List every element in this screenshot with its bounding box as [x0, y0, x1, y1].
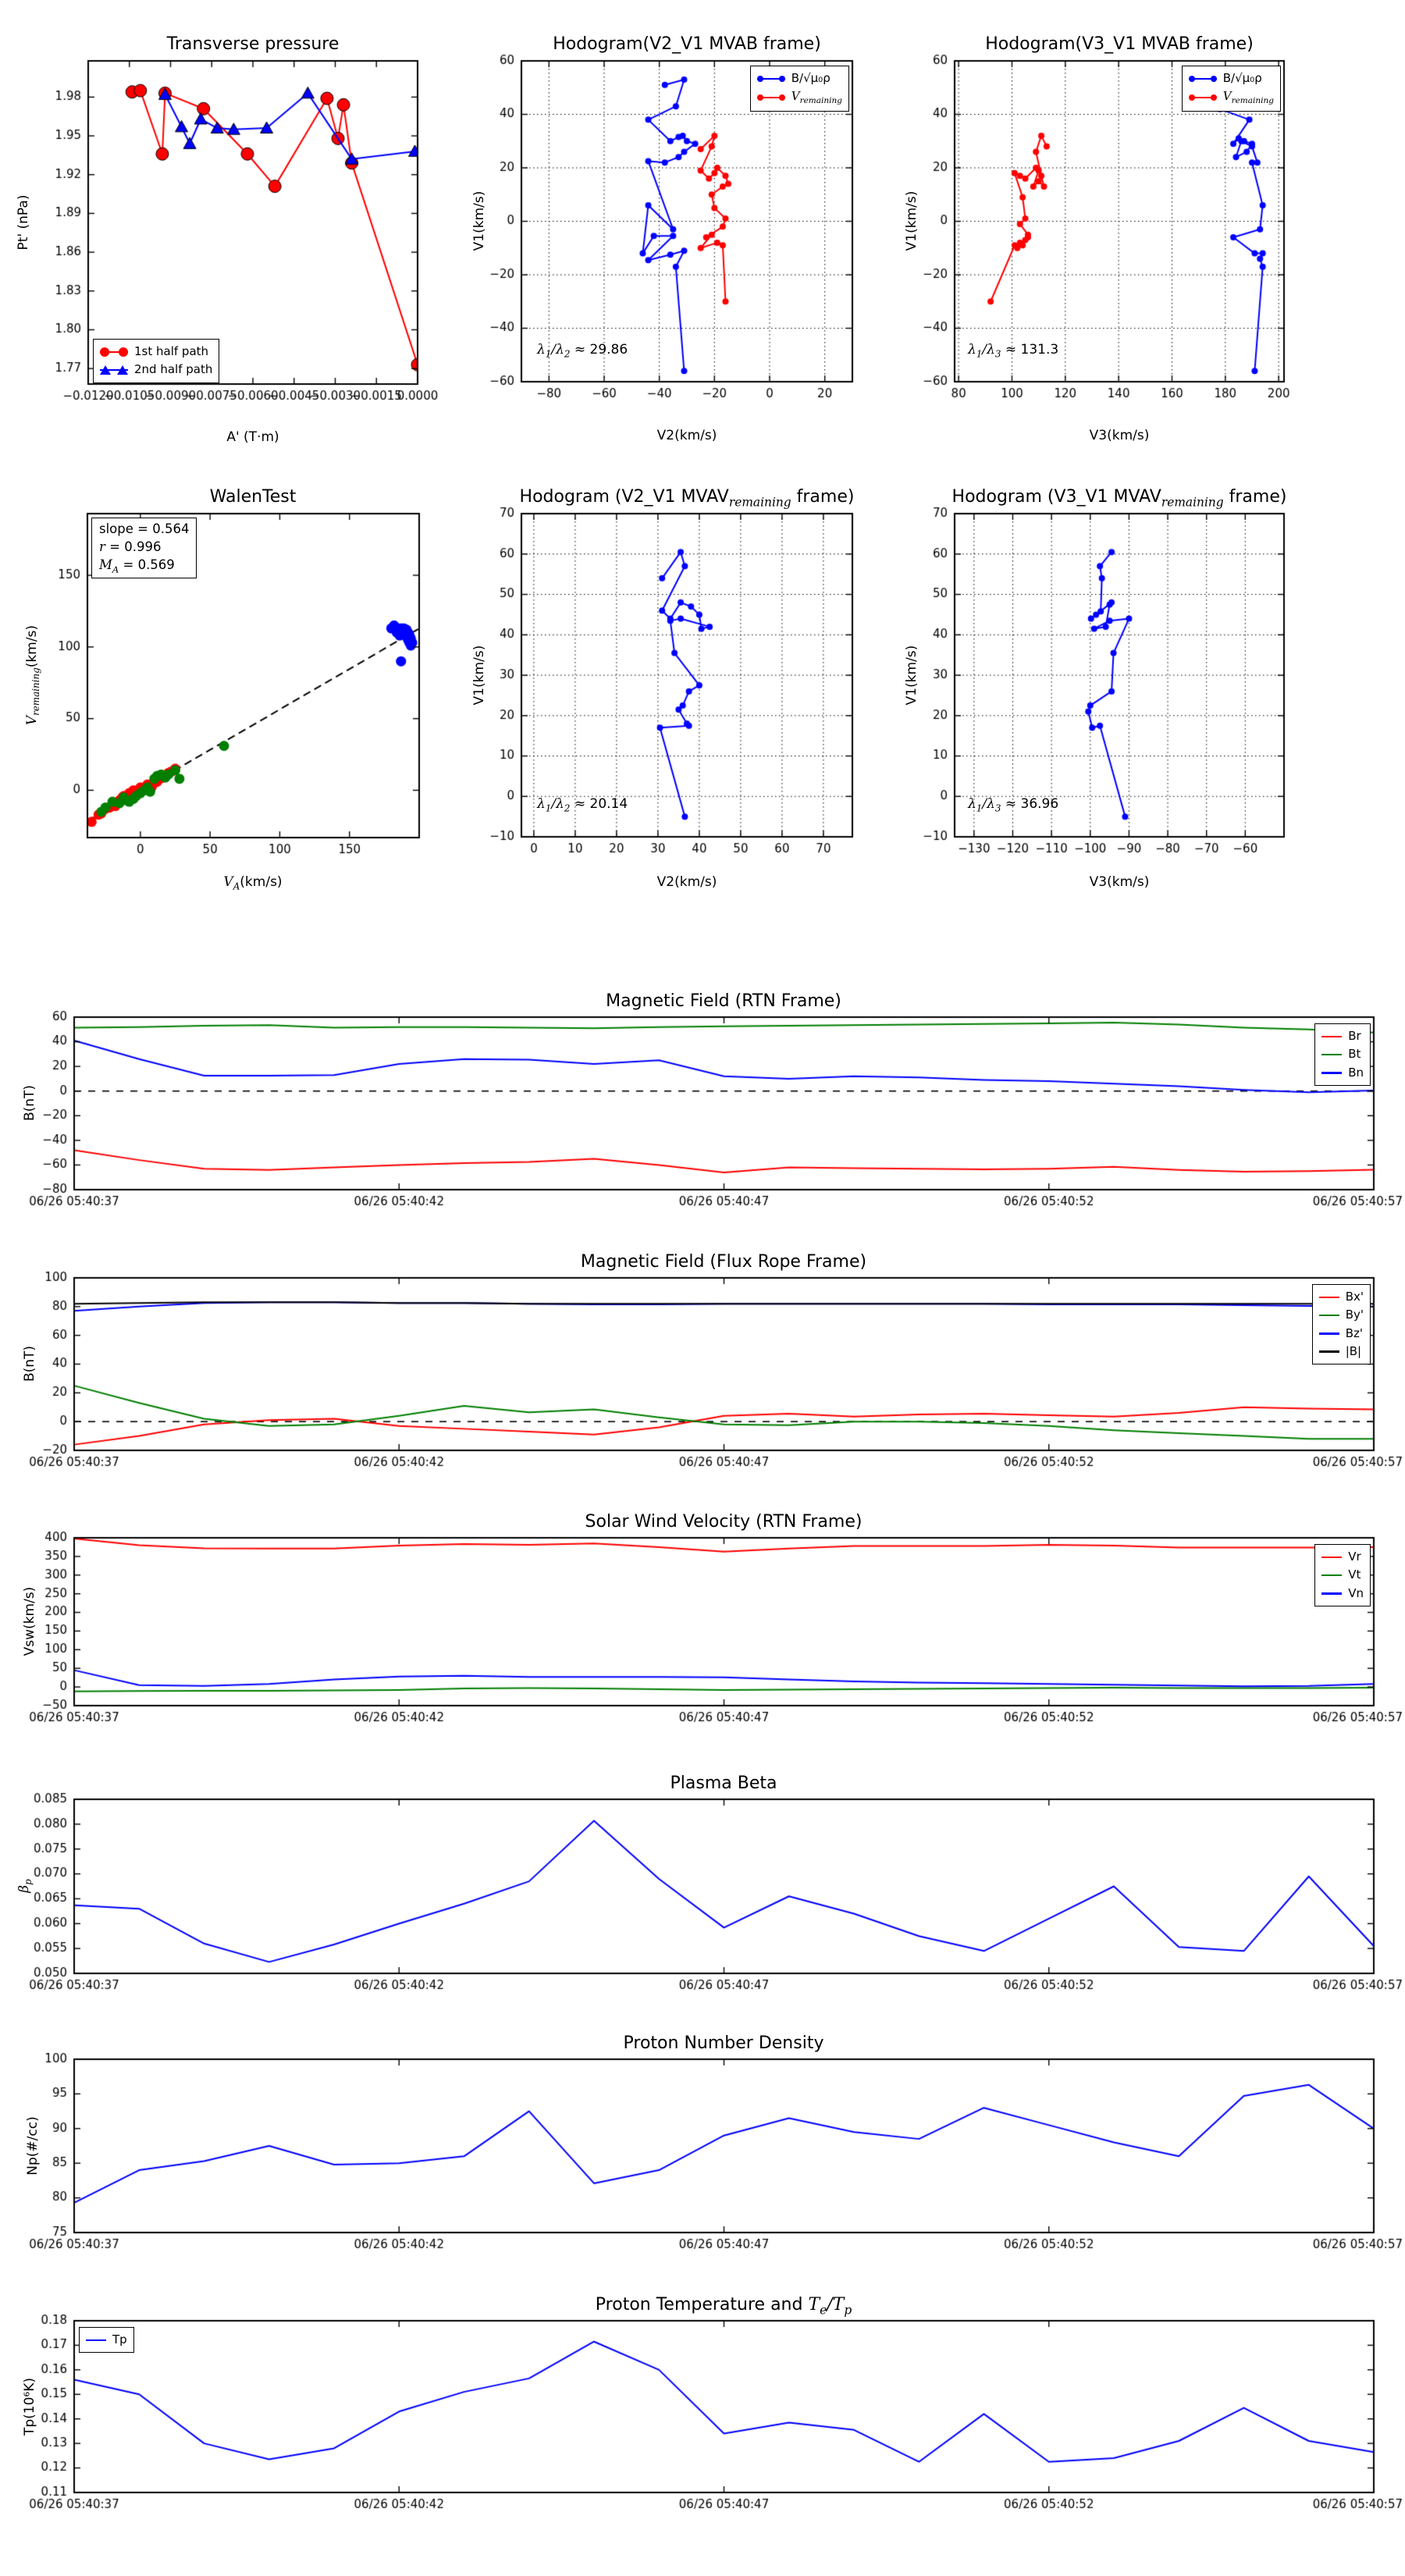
legend-b-rtn: [1314, 1023, 1371, 1086]
green-line-handle-icon: [1321, 1570, 1342, 1581]
xlabel-transverse-pressure: A' (T·m): [226, 429, 279, 445]
legend-item: [1321, 1548, 1364, 1566]
legend-item-label: 1st half path: [134, 344, 209, 358]
legend-item: [1321, 1045, 1364, 1063]
legend-item: [1321, 1566, 1364, 1584]
lambda-ratio-annotation-mvav-v3: $\lambda_1/\lambda_3 \approx 36.96$: [968, 796, 1059, 814]
red-line-handle-icon: [1319, 1292, 1339, 1303]
blue-line-handle-icon: [1319, 1328, 1339, 1339]
legend-item: [1321, 1027, 1364, 1045]
legend-item: [1319, 1325, 1364, 1343]
legend-item-label: |B|: [1345, 1343, 1362, 1358]
panel-title-proton-density: Proton Number Density: [623, 2033, 824, 2053]
ylabel-walen-test: $V_{remaining}(km/s)$: [23, 624, 42, 726]
red-dot-line-handle-icon: [757, 92, 785, 103]
panel-title-transverse-pressure: Transverse pressure: [166, 34, 340, 54]
blue-line-handle-icon: [1321, 1588, 1342, 1599]
legend-item-label: Bx': [1345, 1290, 1364, 1304]
black-line-handle-icon: [1319, 1346, 1339, 1357]
walen-r-value: r = 0.996: [99, 539, 162, 555]
legend-item: [1319, 1306, 1364, 1324]
lambda-ratio-annotation-mvab-v3: $\lambda_1/\lambda_3 \approx 131.3$: [968, 342, 1059, 360]
legend-item-label: B/√μ₀ρ: [791, 71, 831, 85]
walen-stats-box: [91, 518, 197, 578]
ylabel-hodogram-v3v1-mvab: V1(km/s): [904, 190, 919, 251]
panel-title-b-flux-rope: Magnetic Field (Flux Rope Frame): [580, 1252, 867, 1272]
legend-transverse-pressure: [93, 339, 219, 383]
legend-item-label: B/√μ₀ρ: [1222, 71, 1262, 85]
blue-line-handle-icon: [86, 2335, 106, 2346]
legend-item-label: Vt: [1348, 1567, 1361, 1582]
ylabel-proton-temperature: Tp(10⁶K): [22, 2377, 37, 2436]
panel-title-plasma-beta: Plasma Beta: [670, 1774, 777, 1793]
legend-solar-wind-velocity: [1314, 1544, 1371, 1606]
ylabel-proton-density: Np(#/cc): [25, 2116, 41, 2176]
blue-line-handle-icon: [1321, 1067, 1342, 1078]
lambda-ratio-annotation-mvab-v2: $\lambda_1/\lambda_2 \approx 29.86$: [537, 342, 628, 360]
xlabel-hodogram-v3v1-mvav: V3(km/s): [1089, 874, 1150, 890]
legend-b-flux-rope: [1312, 1284, 1371, 1364]
panel-title-proton-temperature: Proton Temperature and $T_e/T_p$: [595, 2295, 852, 2318]
panel-title-hodogram-v3v1-mvab: Hodogram(V3_V1 MVAB frame): [985, 34, 1254, 54]
legend-item: [1189, 69, 1274, 87]
legend-hodogram-v3v1-mvab: [1182, 66, 1281, 112]
legend-item-label: Br: [1348, 1029, 1361, 1043]
xlabel-hodogram-v2v1-mvab: V2(km/s): [656, 428, 717, 443]
legend-item: [757, 69, 842, 87]
blue-dot-line-handle-icon: [757, 73, 785, 84]
legend-item-label: Vn: [1348, 1585, 1364, 1600]
blue-dot-line-handle-icon: [1189, 73, 1217, 84]
legend-item: [1321, 1064, 1364, 1082]
legend-item-label: Bn: [1348, 1065, 1364, 1080]
legend-item-label: Vr: [1348, 1550, 1361, 1564]
legend-hodogram-v2v1-mvab: [750, 66, 849, 112]
legend-item: [1319, 1343, 1364, 1361]
legend-item: [1319, 1288, 1364, 1306]
legend-item: [86, 2331, 127, 2349]
ylabel-plasma-beta: $\beta_p$: [16, 1879, 34, 1893]
xlabel-hodogram-v2v1-mvav: V2(km/s): [656, 874, 717, 890]
ylabel-b-rtn: B(nT): [22, 1084, 37, 1122]
walen-slope-value: slope = 0.564: [99, 521, 190, 536]
legend-item: [100, 343, 212, 361]
red-circle-line-handle-icon: [100, 347, 128, 358]
legend-item: [100, 361, 212, 379]
legend-item-label: Tp: [112, 2332, 127, 2347]
ylabel-b-flux-rope: B(nT): [22, 1345, 37, 1382]
panel-title-walen-test: WalenTest: [209, 487, 297, 507]
red-line-handle-icon: [1321, 1031, 1342, 1042]
xlabel-walen-test: $V_A(km/s)$: [223, 874, 283, 892]
panel-title-hodogram-v2v1-mvab: Hodogram(V2_V1 MVAB frame): [553, 34, 821, 54]
blue-triangle-line-handle-icon: [100, 365, 128, 375]
red-line-handle-icon: [1321, 1552, 1342, 1563]
legend-proton-temperature: [79, 2327, 134, 2353]
ylabel-transverse-pressure: Pt' (nPa): [16, 194, 31, 251]
legend-item-label: By': [1345, 1308, 1364, 1322]
legend-item-label: 2nd half path: [134, 362, 213, 377]
ylabel-solar-wind-velocity: Vsw(km/s): [22, 1586, 37, 1656]
ylabel-hodogram-v3v1-mvav: V1(km/s): [904, 645, 919, 706]
panel-title-b-rtn: Magnetic Field (RTN Frame): [606, 991, 841, 1011]
red-dot-line-handle-icon: [1189, 92, 1217, 103]
green-line-handle-icon: [1319, 1310, 1339, 1321]
green-line-handle-icon: [1321, 1049, 1342, 1060]
xlabel-hodogram-v3v1-mvab: V3(km/s): [1089, 428, 1150, 443]
walen-ma-value: $M_A = 0.569$: [99, 557, 175, 575]
panel-title-hodogram-v3v1-mvav: Hodogram (V3_V1 $MVAV_{remaining}$ frame): [951, 487, 1287, 510]
legend-item-label: $V_{remaining}$: [791, 89, 842, 106]
legend-item-label: Bt: [1348, 1047, 1361, 1062]
legend-item-label: Bz': [1345, 1325, 1363, 1340]
lambda-ratio-annotation-mvav-v2: $\lambda_1/\lambda_2 \approx 20.14$: [537, 796, 628, 814]
panel-title-solar-wind-velocity: Solar Wind Velocity (RTN Frame): [585, 1512, 863, 1532]
legend-item-label: $V_{remaining}$: [1222, 89, 1274, 106]
legend-item: [1321, 1585, 1364, 1603]
legend-item: [757, 87, 842, 107]
ylabel-hodogram-v2v1-mvav: V1(km/s): [471, 645, 487, 706]
legend-item: [1189, 87, 1274, 107]
panel-title-hodogram-v2v1-mvav: Hodogram (V2_V1 $MVAV_{remaining}$ frame): [519, 487, 855, 510]
ylabel-hodogram-v2v1-mvab: V1(km/s): [471, 190, 487, 251]
